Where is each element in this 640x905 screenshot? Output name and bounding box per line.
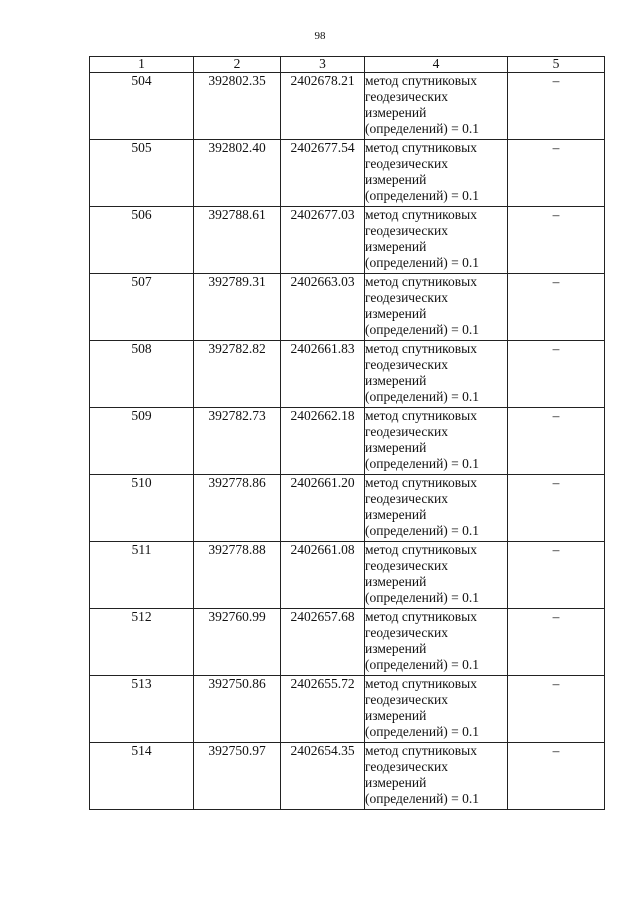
point-number-cell: 508: [90, 341, 194, 408]
method-line: (определений) = 0.1: [365, 523, 480, 538]
point-number-cell: 511: [90, 542, 194, 609]
point-number-cell: 509: [90, 408, 194, 475]
table-row: [90, 542, 605, 609]
method-line: измерений: [365, 239, 427, 254]
method-line: измерений: [365, 306, 427, 321]
method-cell: [365, 542, 508, 609]
method-line: измерений: [365, 641, 427, 656]
note-cell: –: [508, 676, 605, 743]
point-number-cell: 504: [90, 73, 194, 140]
method-line: геодезических: [365, 491, 448, 506]
x-coordinate-cell: 392750.97: [194, 743, 281, 810]
method-line: метод спутниковых: [365, 140, 477, 155]
method-cell: [365, 207, 508, 274]
method-line: метод спутниковых: [365, 542, 477, 557]
method-line: геодезических: [365, 759, 448, 774]
method-line: (определений) = 0.1: [365, 724, 480, 739]
method-cell: [365, 676, 508, 743]
method-line: метод спутниковых: [365, 475, 477, 490]
y-coordinate-cell: 2402663.03: [281, 274, 365, 341]
table-row: [90, 408, 605, 475]
point-number-cell: 514: [90, 743, 194, 810]
y-coordinate-cell: 2402661.83: [281, 341, 365, 408]
method-line: (определений) = 0.1: [365, 188, 480, 203]
y-coordinate-cell: 2402678.21: [281, 73, 365, 140]
method-line: (определений) = 0.1: [365, 121, 480, 136]
y-coordinate-cell: 2402655.72: [281, 676, 365, 743]
method-line: измерений: [365, 105, 427, 120]
method-line: геодезических: [365, 625, 448, 640]
method-line: измерений: [365, 440, 427, 455]
method-line: геодезических: [365, 223, 448, 238]
column-header: 1: [90, 57, 194, 73]
x-coordinate-cell: 392760.99: [194, 609, 281, 676]
table-row: [90, 274, 605, 341]
note-cell: –: [508, 743, 605, 810]
method-line: измерений: [365, 373, 427, 388]
method-line: (определений) = 0.1: [365, 657, 480, 672]
method-cell: [365, 609, 508, 676]
method-line: геодезических: [365, 692, 448, 707]
method-line: (определений) = 0.1: [365, 322, 480, 337]
y-coordinate-cell: 2402654.35: [281, 743, 365, 810]
x-coordinate-cell: 392802.40: [194, 140, 281, 207]
method-line: метод спутниковых: [365, 207, 477, 222]
method-line: метод спутниковых: [365, 676, 477, 691]
x-coordinate-cell: 392788.61: [194, 207, 281, 274]
method-line: геодезических: [365, 558, 448, 573]
column-header: 4: [365, 57, 508, 73]
method-cell: [365, 73, 508, 140]
note-cell: –: [508, 274, 605, 341]
y-coordinate-cell: 2402661.20: [281, 475, 365, 542]
method-line: метод спутниковых: [365, 743, 477, 758]
method-cell: [365, 408, 508, 475]
table-row: [90, 743, 605, 810]
coordinates-table: [89, 56, 605, 810]
page-number: 98: [314, 30, 326, 42]
note-cell: –: [508, 73, 605, 140]
y-coordinate-cell: 2402661.08: [281, 542, 365, 609]
y-coordinate-cell: 2402662.18: [281, 408, 365, 475]
x-coordinate-cell: 392750.86: [194, 676, 281, 743]
method-line: метод спутниковых: [365, 609, 477, 624]
note-cell: –: [508, 140, 605, 207]
method-cell: [365, 341, 508, 408]
table-row: [90, 140, 605, 207]
method-line: метод спутниковых: [365, 73, 477, 88]
point-number-cell: 512: [90, 609, 194, 676]
method-cell: [365, 743, 508, 810]
x-coordinate-cell: 392778.86: [194, 475, 281, 542]
table-row: [90, 609, 605, 676]
y-coordinate-cell: 2402677.54: [281, 140, 365, 207]
note-cell: –: [508, 475, 605, 542]
method-line: измерений: [365, 172, 427, 187]
method-cell: [365, 274, 508, 341]
note-cell: –: [508, 542, 605, 609]
method-line: измерений: [365, 574, 427, 589]
x-coordinate-cell: 392789.31: [194, 274, 281, 341]
method-line: геодезических: [365, 89, 448, 104]
point-number-cell: 507: [90, 274, 194, 341]
method-line: геодезических: [365, 290, 448, 305]
table-row: [90, 73, 605, 140]
method-line: геодезических: [365, 357, 448, 372]
y-coordinate-cell: 2402677.03: [281, 207, 365, 274]
method-line: (определений) = 0.1: [365, 255, 480, 270]
y-coordinate-cell: 2402657.68: [281, 609, 365, 676]
table-row: [90, 676, 605, 743]
method-line: (определений) = 0.1: [365, 389, 480, 404]
table-header-row: [90, 57, 605, 73]
method-line: метод спутниковых: [365, 408, 477, 423]
method-line: геодезических: [365, 424, 448, 439]
column-header: 3: [281, 57, 365, 73]
method-line: геодезических: [365, 156, 448, 171]
method-line: метод спутниковых: [365, 274, 477, 289]
x-coordinate-cell: 392782.82: [194, 341, 281, 408]
method-line: (определений) = 0.1: [365, 590, 480, 605]
method-cell: [365, 475, 508, 542]
point-number-cell: 506: [90, 207, 194, 274]
point-number-cell: 510: [90, 475, 194, 542]
method-cell: [365, 140, 508, 207]
note-cell: –: [508, 207, 605, 274]
table-row: [90, 341, 605, 408]
column-header: 5: [508, 57, 605, 73]
method-line: метод спутниковых: [365, 341, 477, 356]
table-row: [90, 475, 605, 542]
x-coordinate-cell: 392782.73: [194, 408, 281, 475]
method-line: (определений) = 0.1: [365, 456, 480, 471]
note-cell: –: [508, 408, 605, 475]
method-line: измерений: [365, 775, 427, 790]
x-coordinate-cell: 392802.35: [194, 73, 281, 140]
point-number-cell: 505: [90, 140, 194, 207]
method-line: измерений: [365, 507, 427, 522]
method-line: (определений) = 0.1: [365, 791, 480, 806]
column-header: 2: [194, 57, 281, 73]
method-line: измерений: [365, 708, 427, 723]
table-row: [90, 207, 605, 274]
point-number-cell: 513: [90, 676, 194, 743]
note-cell: –: [508, 341, 605, 408]
x-coordinate-cell: 392778.88: [194, 542, 281, 609]
note-cell: –: [508, 609, 605, 676]
